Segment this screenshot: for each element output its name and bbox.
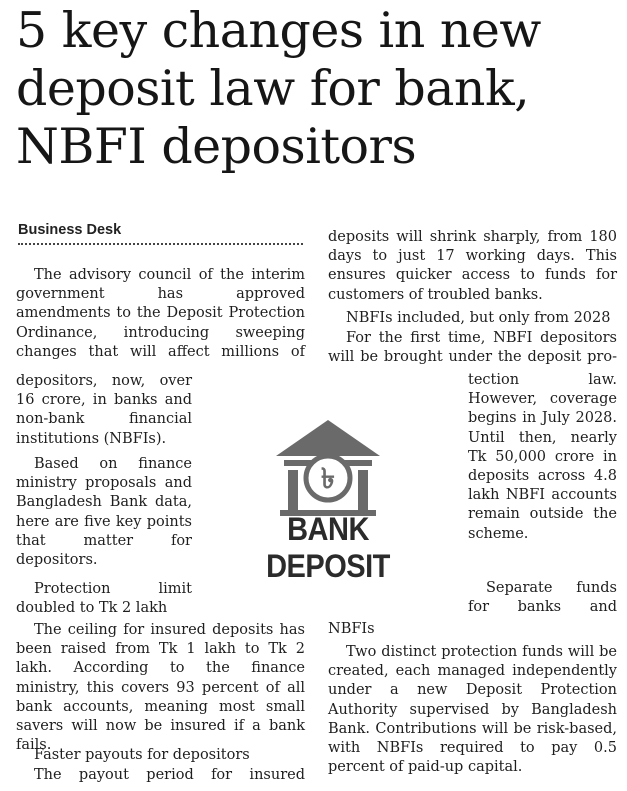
dotted-divider — [18, 243, 303, 245]
paragraph-payout-start: The payout period for insured — [34, 767, 305, 783]
paragraph-payout-cont: deposits will shrink sharply, from 180 days to just 17 working days. This ensures quicker access to funds for customers of troubled banks. — [328, 229, 617, 303]
byline: Business Desk — [18, 222, 122, 238]
subhead-faster-payouts: Faster payouts for depositors — [34, 747, 250, 763]
paragraph-ceiling: The ceiling for insured deposits has been raised from Tk 1 lakh to Tk 2 lakh. According to the finance ministry, this covers 93 percent of all bank accounts, meaning most small savers will now be insured if a bank fails. — [16, 622, 305, 754]
paragraph-nbfi-cont: tection law. However, coverage begins in July 2028. Until then, nearly Tk 50,000 crore in deposits across 4.8 lakh NBFI accounts remain outside the scheme. — [468, 372, 617, 542]
headline-line-3: NBFI depositors — [16, 118, 417, 175]
subhead-protection-limit: Protection limit doubled to Tk 2 lakh — [16, 581, 192, 617]
subhead-separate-funds-cont: NBFIs — [328, 621, 375, 637]
paragraph-nbfi: For the first time, NBFI depositors will be brought under the deposit pro- — [328, 330, 617, 366]
headline — [16, 2, 616, 176]
subhead-nbfis-included: NBFIs included, but only from 2028 — [346, 310, 611, 326]
subhead-separate-funds: Separate funds for banks and — [468, 580, 617, 616]
headline-line-2: deposit law for bank, — [16, 60, 530, 117]
paragraph-intro: The advisory council of the interim government has approved amendments to the Deposit Protection Ordinance, introducing sweeping changes that will affect millions of — [16, 267, 305, 360]
headline-line-1: 5 key changes in new — [16, 2, 541, 59]
paragraph-intro-cont: depositors, now, over 16 crore, in banks and non-bank financial institutions (NBFIs). — [16, 373, 192, 447]
paragraph-funds: Two distinct protection funds will be created, each managed independently under a new Deposit Protection Authority supervised by Bangladesh Bank. Contributions will be risk-based, with NBFIs required to pay 0.5 percent of paid-up capital. — [328, 644, 617, 776]
bank-deposit-label: BANK DEPOSIT — [266, 512, 390, 585]
paragraph-sources: Based on finance ministry proposals and Bangladesh Bank data, here are five key points that matter for depositors. — [16, 456, 192, 569]
taka-symbol: ৳ — [321, 462, 335, 495]
